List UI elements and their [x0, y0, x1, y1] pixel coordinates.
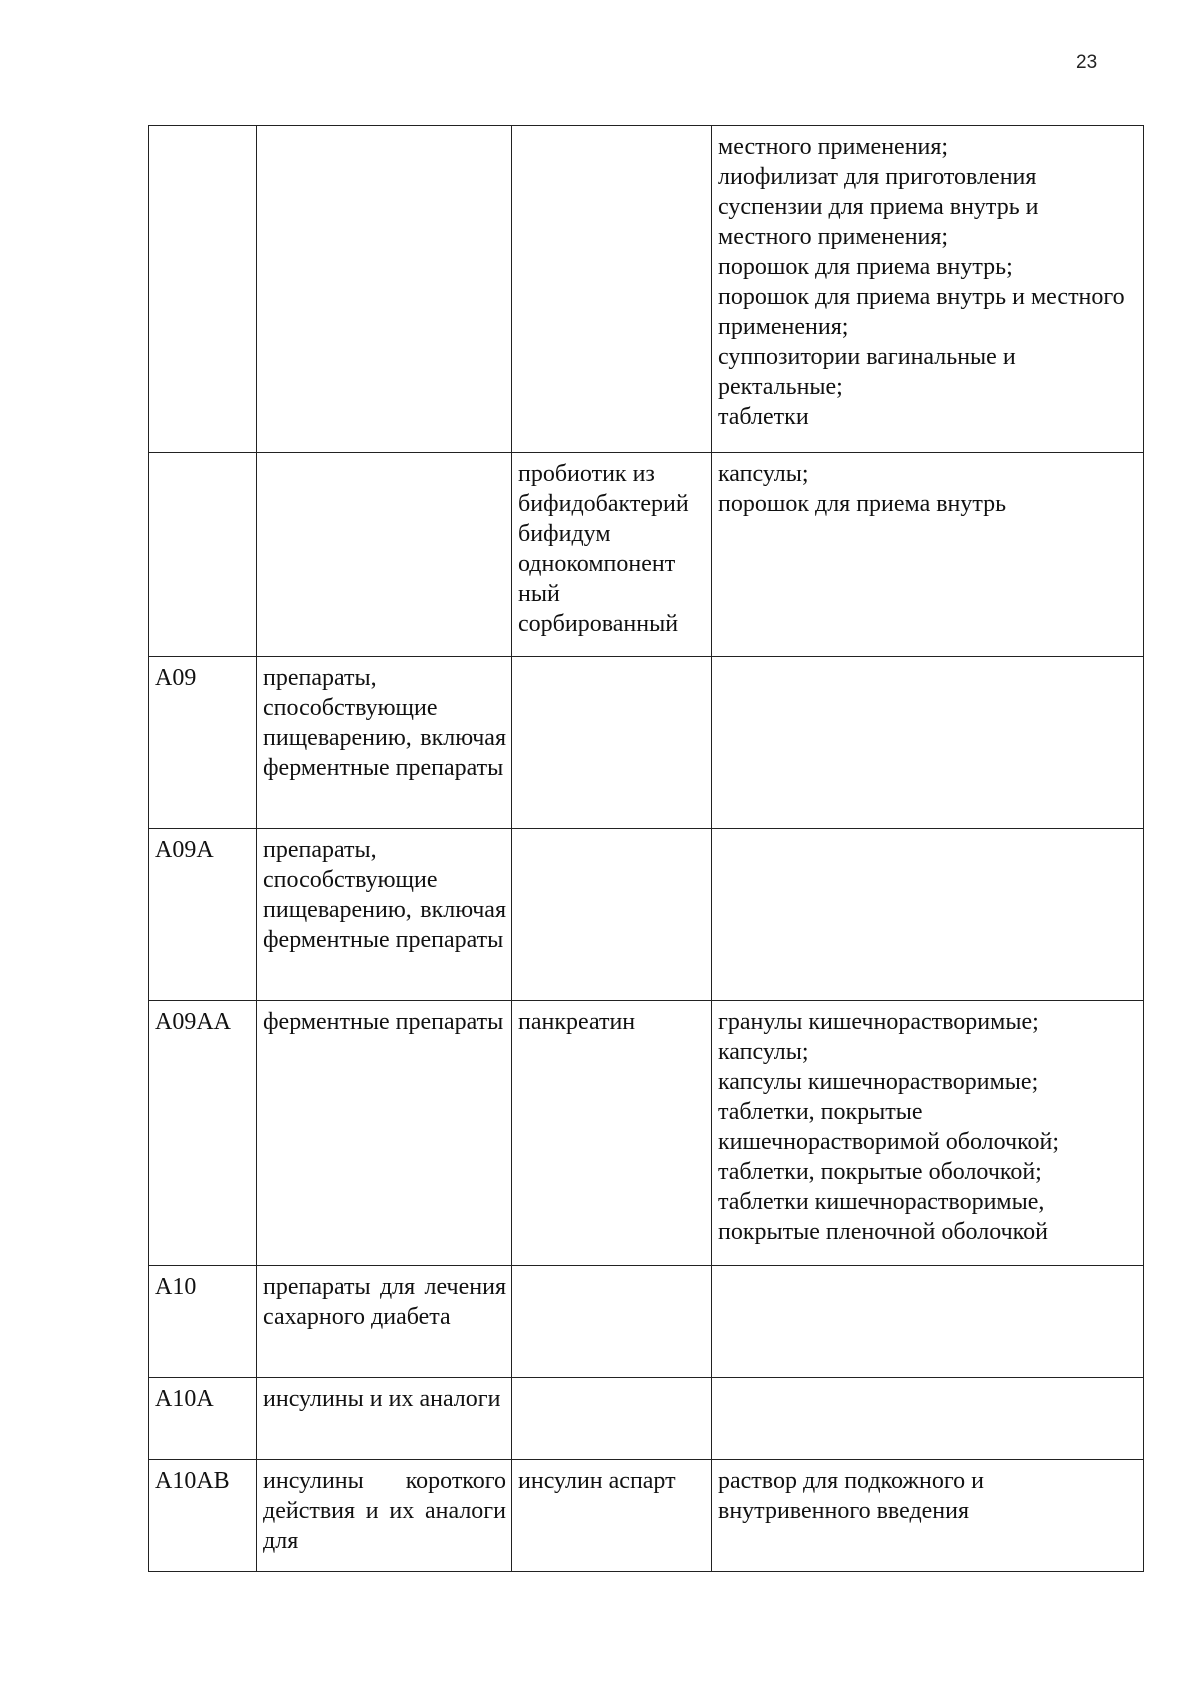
dosage-forms-cell: местного применения; лиофилизат для приготовления суспензии для приема внутрь и местного применения; порошок для приема внутрь; порошок для приема внутрь и местного применения; суппозитории вагинальные и ректальные; таблетки — [712, 126, 1144, 453]
table-row — [149, 1460, 1144, 1572]
group-name-cell: инсулины и их аналоги — [257, 1378, 512, 1460]
table-row — [149, 829, 1144, 1001]
drug-name-cell — [512, 829, 712, 1001]
drug-name-cell — [512, 657, 712, 829]
drug-name-cell — [512, 1378, 712, 1460]
dosage-forms-cell: раствор для подкожного и внутривенного введения — [712, 1460, 1144, 1572]
drug-name-cell: пробиотик из бифидобактерий бифидум однокомпонент ный сорбированный — [512, 453, 712, 657]
dosage-forms-cell — [712, 1266, 1144, 1378]
dosage-forms-cell — [712, 657, 1144, 829]
dosage-forms-cell: гранулы кишечнорастворимые; капсулы; капсулы кишечнорастворимые; таблетки, покрытые кишечнорастворимой оболочкой; таблетки, покрытые оболочкой; таблетки кишечнорастворимые, покрытые пленочной оболочкой — [712, 1001, 1144, 1266]
group-name-cell: препараты для лечения сахарного диабета — [257, 1266, 512, 1378]
drug-name-cell: инсулин аспарт — [512, 1460, 712, 1572]
drug-name-cell — [512, 126, 712, 453]
group-name-cell: препараты, способствующие пищеварению, включая ферментные препараты — [257, 829, 512, 1001]
group-name-cell: ферментные препараты — [257, 1001, 512, 1266]
atc-code-cell: A10A — [149, 1378, 257, 1460]
atc-code-cell — [149, 126, 257, 453]
table-row — [149, 453, 1144, 657]
table-row — [149, 1001, 1144, 1266]
table-row — [149, 657, 1144, 829]
dosage-forms-cell — [712, 1378, 1144, 1460]
drug-name-cell: панкреатин — [512, 1001, 712, 1266]
drug-name-cell — [512, 1266, 712, 1378]
atc-code-cell: A09 — [149, 657, 257, 829]
atc-code-cell: A10AB — [149, 1460, 257, 1572]
atc-code-cell: A09A — [149, 829, 257, 1001]
atc-code-cell — [149, 453, 257, 657]
group-name-cell: инсулины короткого действия и их аналоги для — [257, 1460, 512, 1572]
group-name-cell — [257, 453, 512, 657]
dosage-forms-cell — [712, 829, 1144, 1001]
table-row — [149, 126, 1144, 453]
atc-code-cell: A10 — [149, 1266, 257, 1378]
dosage-forms-cell: капсулы; порошок для приема внутрь — [712, 453, 1144, 657]
table-row — [149, 1378, 1144, 1460]
drug-classification-table — [148, 125, 1144, 1572]
page-number: 23 — [1076, 52, 1098, 73]
group-name-cell: препараты, способствующие пищеварению, включая ферментные препараты — [257, 657, 512, 829]
table-row — [149, 1266, 1144, 1378]
atc-code-cell: A09AA — [149, 1001, 257, 1266]
group-name-cell — [257, 126, 512, 453]
